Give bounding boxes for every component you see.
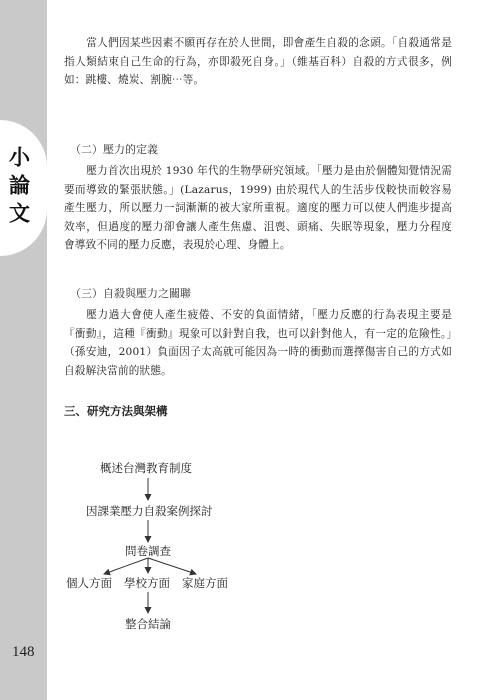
section-tab-label: 小論文	[6, 146, 31, 230]
paragraph-suicide-definition: 當人們因某些因素不願再存在於人世間，即會產生自殺的念頭。「自殺通常是指人類結束自己生命的行為，亦即殺死自身。」（維基百科）自殺的方式很多，例如：跳樓、燒炭、割腕⋯等。	[64, 37, 452, 86]
flow-step-conclusion: 整合結論	[125, 617, 171, 631]
sidebar	[0, 0, 47, 700]
heading-suicide-stress-relation: （三）自殺與壓力之關聯	[70, 287, 191, 300]
paragraph-stress-definition: 壓力首次出現於 1930 年代的生物學研究領域。「壓力是由於個體知覺情況需要而導致的緊張狀態。」(Lazarus，1999) 由於現代人的生活步伐較快而較容易產生壓力，所以壓力一詞漸漸的被大家所重視。適度的壓力可以使人們進步提高效率，但過度的壓力卻會讓人產生焦慮、沮喪、頭痛、失眠等現象，壓力分程度會導致不同的壓力反應，表現於心理、身體上。	[64, 165, 452, 251]
flow-branch-personal: 個人方面	[66, 576, 112, 590]
flow-step-education-system: 概述台灣教育制度	[100, 461, 192, 475]
section-tab	[0, 120, 47, 256]
flow-step-questionnaire: 問卷調查	[125, 544, 171, 558]
flow-branch-school: 學校方面	[124, 576, 170, 590]
arrow-step3-left	[104, 558, 148, 574]
section-title-research-method: 三、研究方法與架構	[64, 404, 168, 418]
page-number: 148	[12, 644, 35, 660]
flow-step-case-study: 因課業壓力自殺案例探討	[86, 504, 213, 518]
heading-stress-definition: （二）壓力的定義	[70, 143, 158, 156]
flow-branch-family: 家庭方面	[182, 576, 228, 590]
paragraph-suicide-stress-relation: 壓力過大會使人產生疲倦、不安的負面情緒，「壓力反應的行為表現主要是『衝動』，這種『衝動』現象可以針對自我，也可以針對他人，有一定的危險性。」（孫安迪，2001）負面因子太高就可能因為一時的衝動而選擇傷害自己的方式如自殺解決當前的狀態。	[64, 309, 452, 377]
arrow-step3-right	[148, 558, 196, 574]
